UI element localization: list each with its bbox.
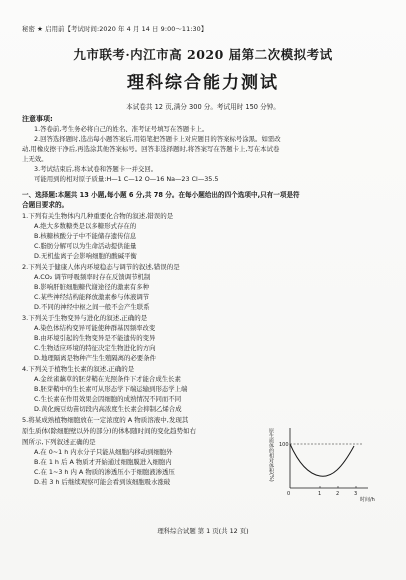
- question-option: A.绝大多数糖类是以多糖形式存在的: [34, 222, 137, 230]
- question-option: C.在 1~3 h 内 A 物质的渗透压小于细胞液渗透压: [34, 468, 175, 476]
- question-option: B.在 1 h 后 A 物质才开始通过细胞膜进入细胞内: [34, 458, 172, 466]
- question-option: B.核糖核酸分子中不能储存遗传信息: [34, 232, 137, 240]
- question-option: C.某些神经结构能释放激素参与体液调节: [34, 293, 150, 301]
- exam-title: 九市联考·内江市高 2020 届第二次模拟考试: [73, 47, 333, 62]
- question-stem-cont: 原生质体(除细胞壁以外的部分)的体积随时间的变化趋势如右: [22, 427, 197, 435]
- question-5-block: [22, 415, 384, 502]
- graph-ylabel: 原生质体的相对体积(%): [268, 428, 274, 482]
- notice-line: 上无效。: [22, 155, 48, 163]
- question-option: B.由环境引起的生物变异是不能遗传的变异: [34, 334, 156, 342]
- question-option: C.生长素在作用效果会因细胞的成熟情况不同而不同: [34, 395, 182, 403]
- graph-x-tick: 3: [354, 491, 358, 497]
- question-stem: 4.下列关于植物生长素的叙述,正确的是: [22, 365, 135, 373]
- graph-xlabel: 时间/h: [360, 497, 375, 502]
- secret-line: 秘密 ★ 启用前【考试时间:2020 年 4 月 14 日 9:00～11:30】: [22, 25, 208, 33]
- question-option: C.生物适应环境的特征决定生物进化的方向: [34, 344, 156, 352]
- graph-curve: [290, 444, 354, 476]
- notice-line: 3.考试结束后,将本试卷和答题卡一并交回。: [34, 165, 158, 173]
- notice-heading: 注意事项:: [22, 115, 53, 123]
- section-heading: 一、选择题:本题共 13 小题,每小题 6 分,共 78 分。在每小题给出的四个选项中,只有一项是符: [22, 191, 300, 199]
- question-option: D.不同的神经中枢之间一般不会产生联系: [34, 303, 150, 311]
- question-option: A.CO₂ 调节呼吸频率时存在反馈调节机制: [34, 273, 151, 281]
- question-option: A.金丝雀藕草的胚芽鞘在光照条件下才能合成生长素: [34, 375, 181, 383]
- notice-line: 动,用橡皮擦干净后,再选涂其他答案标号。回答非选择题时,将答案写在答题卡上,写在本试卷: [22, 145, 280, 153]
- question-stem: 1.下列有关生物体内几种重要化合物的叙述,错误的是: [22, 212, 174, 220]
- notice-line: 可能用到的相对原子质量:H—1 C—12 O—16 Na—23 Cl—35.5: [34, 175, 219, 183]
- section-instructions: [22, 190, 384, 210]
- question-stem: 5.将某成熟植物细胞放在一定浓度的 A 物质溶液中,发现其: [22, 416, 189, 424]
- graph-y-tick: 100: [279, 442, 289, 448]
- graph-x-tick: 1: [318, 491, 322, 497]
- question-stem: 3.下列关于生物变异与进化的叙述,正确的是: [22, 314, 148, 322]
- question-option: A.在 0~1 h 内水分子只能从细胞内移动到细胞外: [34, 448, 173, 456]
- section-heading-cont: 合题目要求的。: [22, 201, 69, 209]
- question-option: D.无机盐离子会影响细胞的酸碱平衡: [34, 252, 137, 260]
- question-option: B.胚芽鞘中的生长素可从形态学下端运输到形态学上端: [34, 385, 188, 393]
- exam-subject-title: 理科综合能力测试: [127, 73, 279, 93]
- graph-x-tick: 2: [336, 491, 340, 497]
- graph-x-tick: 0: [287, 491, 291, 497]
- question-stem-cont: 图所示,下列叙述正确的是: [22, 438, 96, 446]
- question-option: A.染色体结构变异可能使种群基因频率改变: [34, 324, 156, 332]
- exam-meta: 本试卷共 12 页,满分 300 分。考试用时 150 分钟。: [126, 103, 280, 111]
- volume-time-graph: [268, 422, 386, 502]
- question-option: D.黄化豌豆幼苗切段内高浓度生长素会抑制乙烯合成: [34, 405, 182, 413]
- question-option: D.地理隔离是物种产生生殖隔离的必要条件: [34, 354, 156, 362]
- notice-line: 1.答卷前,考生务必将自己的姓名、准考证号填写在答题卡上。: [34, 125, 209, 133]
- notice-line: 2.回答选择题时,选出每小题答案后,用铅笔把答题卡上对应题目的答案标号涂黑。如需改: [34, 135, 281, 143]
- question-option: D.若 3 h 后继续观察可能会看到该细胞吸水涨破: [34, 478, 171, 486]
- question-stem: 2.下列关于健康人体内环境稳态与调节的叙述,错误的是: [22, 263, 180, 271]
- page-footer: 理科综合试题 第 1 页(共 12 页): [157, 527, 249, 535]
- question-option: B.影响肝脏细胞糖代谢途径的激素有多种: [34, 283, 150, 291]
- question-option: C.脂肪分解可以为生命活动提供能量: [34, 242, 137, 250]
